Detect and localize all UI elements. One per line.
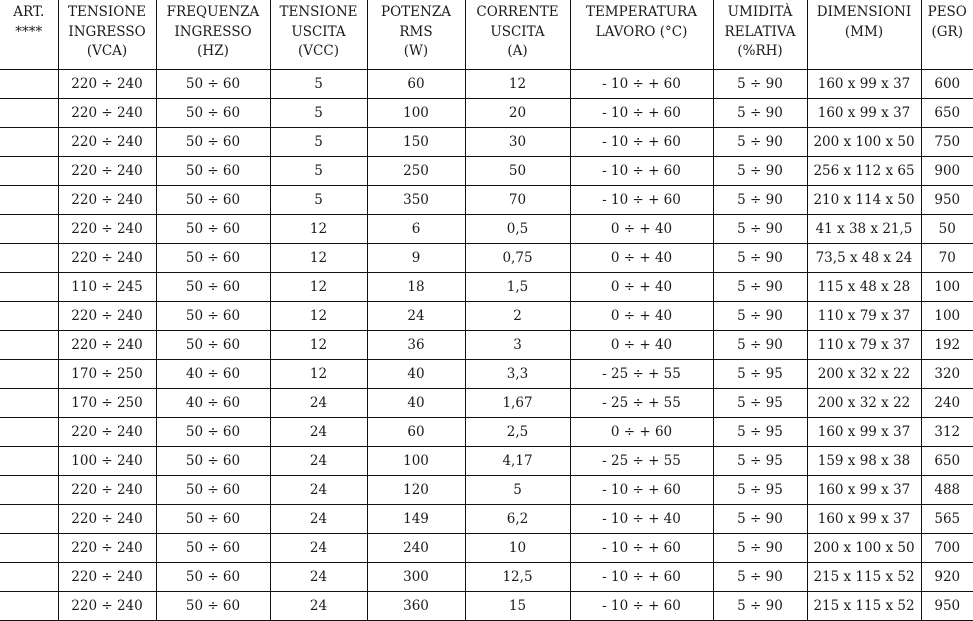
- table-row: [0, 70, 973, 99]
- cell-rms-power: 60: [367, 418, 465, 447]
- header-row: [0, 0, 973, 70]
- header-output-current: CORRENTE USCITA (A): [465, 0, 570, 70]
- cell-output-current: 4,17: [465, 447, 570, 476]
- cell-input-voltage: 170 ÷ 250: [58, 360, 156, 389]
- cell-input-frequency: 50 ÷ 60: [156, 331, 270, 360]
- cell-art: [0, 302, 58, 331]
- cell-art: [0, 389, 58, 418]
- cell-dimensions: 73,5 x 48 x 24: [807, 244, 921, 273]
- cell-input-frequency: 50 ÷ 60: [156, 476, 270, 505]
- cell-output-current: 6,2: [465, 505, 570, 534]
- cell-input-frequency: 50 ÷ 60: [156, 302, 270, 331]
- cell-output-voltage: 12: [270, 360, 367, 389]
- cell-dimensions: 110 x 79 x 37: [807, 331, 921, 360]
- cell-input-voltage: 220 ÷ 240: [58, 128, 156, 157]
- cell-input-frequency: 50 ÷ 60: [156, 70, 270, 99]
- cell-art: [0, 215, 58, 244]
- cell-rms-power: 360: [367, 592, 465, 621]
- cell-art: [0, 505, 58, 534]
- cell-output-voltage: 5: [270, 186, 367, 215]
- cell-operating-temperature: 0 ÷ + 40: [570, 302, 713, 331]
- cell-input-voltage: 220 ÷ 240: [58, 505, 156, 534]
- cell-operating-temperature: - 25 ÷ + 55: [570, 447, 713, 476]
- table-body: [0, 70, 973, 621]
- cell-dimensions: 210 x 114 x 50: [807, 186, 921, 215]
- cell-rms-power: 250: [367, 157, 465, 186]
- cell-input-voltage: 220 ÷ 240: [58, 186, 156, 215]
- table-row: [0, 157, 973, 186]
- cell-operating-temperature: - 10 ÷ + 60: [570, 128, 713, 157]
- cell-output-voltage: 12: [270, 273, 367, 302]
- cell-relative-humidity: 5 ÷ 90: [713, 592, 807, 621]
- cell-dimensions: 200 x 32 x 22: [807, 360, 921, 389]
- cell-input-voltage: 220 ÷ 240: [58, 331, 156, 360]
- cell-weight: 650: [921, 99, 973, 128]
- cell-output-voltage: 5: [270, 128, 367, 157]
- header-input-frequency: FREQUENZA INGRESSO (HZ): [156, 0, 270, 70]
- cell-dimensions: 160 x 99 x 37: [807, 476, 921, 505]
- cell-dimensions: 200 x 32 x 22: [807, 389, 921, 418]
- cell-dimensions: 200 x 100 x 50: [807, 534, 921, 563]
- cell-input-voltage: 100 ÷ 240: [58, 447, 156, 476]
- cell-rms-power: 40: [367, 389, 465, 418]
- cell-weight: 240: [921, 389, 973, 418]
- header-operating-temperature: TEMPERATURA LAVORO (°C): [570, 0, 713, 70]
- cell-relative-humidity: 5 ÷ 90: [713, 563, 807, 592]
- table-row: [0, 99, 973, 128]
- cell-input-voltage: 220 ÷ 240: [58, 99, 156, 128]
- cell-operating-temperature: - 10 ÷ + 60: [570, 534, 713, 563]
- cell-input-voltage: 170 ÷ 250: [58, 389, 156, 418]
- cell-weight: 70: [921, 244, 973, 273]
- cell-relative-humidity: 5 ÷ 90: [713, 302, 807, 331]
- cell-operating-temperature: - 10 ÷ + 60: [570, 476, 713, 505]
- cell-rms-power: 100: [367, 99, 465, 128]
- table-row: [0, 360, 973, 389]
- cell-art: [0, 331, 58, 360]
- header-art: ART. ****: [0, 0, 58, 70]
- cell-dimensions: 41 x 38 x 21,5: [807, 215, 921, 244]
- cell-dimensions: 215 x 115 x 52: [807, 563, 921, 592]
- cell-relative-humidity: 5 ÷ 90: [713, 99, 807, 128]
- table-row: [0, 505, 973, 534]
- cell-input-frequency: 50 ÷ 60: [156, 128, 270, 157]
- cell-dimensions: 215 x 115 x 52: [807, 592, 921, 621]
- cell-relative-humidity: 5 ÷ 95: [713, 476, 807, 505]
- cell-weight: 50: [921, 215, 973, 244]
- cell-art: [0, 534, 58, 563]
- header-rms-power: POTENZA RMS (W): [367, 0, 465, 70]
- cell-input-voltage: 220 ÷ 240: [58, 563, 156, 592]
- cell-art: [0, 99, 58, 128]
- cell-operating-temperature: - 10 ÷ + 60: [570, 186, 713, 215]
- cell-output-voltage: 5: [270, 70, 367, 99]
- cell-operating-temperature: 0 ÷ + 40: [570, 215, 713, 244]
- cell-input-frequency: 50 ÷ 60: [156, 244, 270, 273]
- cell-output-voltage: 24: [270, 592, 367, 621]
- cell-output-voltage: 12: [270, 244, 367, 273]
- cell-relative-humidity: 5 ÷ 95: [713, 418, 807, 447]
- cell-output-voltage: 12: [270, 302, 367, 331]
- cell-output-current: 2: [465, 302, 570, 331]
- cell-relative-humidity: 5 ÷ 90: [713, 128, 807, 157]
- cell-rms-power: 240: [367, 534, 465, 563]
- cell-operating-temperature: - 25 ÷ + 55: [570, 360, 713, 389]
- header-relative-humidity: UMIDITÀ RELATIVA (%RH): [713, 0, 807, 70]
- cell-relative-humidity: 5 ÷ 95: [713, 360, 807, 389]
- cell-dimensions: 160 x 99 x 37: [807, 99, 921, 128]
- cell-art: [0, 563, 58, 592]
- cell-weight: 565: [921, 505, 973, 534]
- cell-output-current: 30: [465, 128, 570, 157]
- cell-relative-humidity: 5 ÷ 90: [713, 534, 807, 563]
- cell-output-current: 10: [465, 534, 570, 563]
- cell-output-current: 12,5: [465, 563, 570, 592]
- table-row: [0, 563, 973, 592]
- cell-dimensions: 160 x 99 x 37: [807, 70, 921, 99]
- cell-output-current: 0,75: [465, 244, 570, 273]
- cell-input-voltage: 110 ÷ 245: [58, 273, 156, 302]
- cell-output-voltage: 24: [270, 418, 367, 447]
- cell-input-frequency: 50 ÷ 60: [156, 563, 270, 592]
- cell-rms-power: 40: [367, 360, 465, 389]
- table-row: [0, 476, 973, 505]
- cell-rms-power: 6: [367, 215, 465, 244]
- header-weight: PESO (GR): [921, 0, 973, 70]
- cell-rms-power: 100: [367, 447, 465, 476]
- cell-weight: 312: [921, 418, 973, 447]
- cell-rms-power: 24: [367, 302, 465, 331]
- cell-operating-temperature: 0 ÷ + 40: [570, 273, 713, 302]
- cell-input-frequency: 40 ÷ 60: [156, 360, 270, 389]
- cell-output-current: 3,3: [465, 360, 570, 389]
- table-row: [0, 128, 973, 157]
- cell-output-voltage: 24: [270, 505, 367, 534]
- cell-input-frequency: 50 ÷ 60: [156, 99, 270, 128]
- cell-operating-temperature: 0 ÷ + 60: [570, 418, 713, 447]
- cell-input-frequency: 50 ÷ 60: [156, 273, 270, 302]
- cell-input-frequency: 50 ÷ 60: [156, 447, 270, 476]
- cell-input-voltage: 220 ÷ 240: [58, 418, 156, 447]
- cell-operating-temperature: - 10 ÷ + 60: [570, 70, 713, 99]
- table-row: [0, 273, 973, 302]
- cell-art: [0, 476, 58, 505]
- cell-weight: 100: [921, 302, 973, 331]
- cell-weight: 920: [921, 563, 973, 592]
- table-row: [0, 389, 973, 418]
- cell-output-voltage: 24: [270, 447, 367, 476]
- cell-input-frequency: 50 ÷ 60: [156, 186, 270, 215]
- table-row: [0, 331, 973, 360]
- cell-output-voltage: 24: [270, 389, 367, 418]
- cell-rms-power: 300: [367, 563, 465, 592]
- cell-weight: 750: [921, 128, 973, 157]
- cell-weight: 700: [921, 534, 973, 563]
- cell-input-voltage: 220 ÷ 240: [58, 476, 156, 505]
- cell-operating-temperature: - 10 ÷ + 60: [570, 563, 713, 592]
- cell-weight: 950: [921, 592, 973, 621]
- cell-input-voltage: 220 ÷ 240: [58, 244, 156, 273]
- cell-input-frequency: 50 ÷ 60: [156, 418, 270, 447]
- cell-art: [0, 418, 58, 447]
- table-row: [0, 244, 973, 273]
- cell-dimensions: 200 x 100 x 50: [807, 128, 921, 157]
- cell-output-current: 50: [465, 157, 570, 186]
- cell-relative-humidity: 5 ÷ 90: [713, 331, 807, 360]
- cell-output-current: 1,67: [465, 389, 570, 418]
- cell-art: [0, 157, 58, 186]
- cell-relative-humidity: 5 ÷ 90: [713, 505, 807, 534]
- cell-weight: 100: [921, 273, 973, 302]
- cell-output-current: 0,5: [465, 215, 570, 244]
- cell-output-current: 20: [465, 99, 570, 128]
- table-row: [0, 592, 973, 621]
- cell-output-voltage: 24: [270, 476, 367, 505]
- cell-rms-power: 18: [367, 273, 465, 302]
- cell-dimensions: 159 x 98 x 38: [807, 447, 921, 476]
- cell-input-frequency: 50 ÷ 60: [156, 534, 270, 563]
- cell-weight: 600: [921, 70, 973, 99]
- cell-output-current: 70: [465, 186, 570, 215]
- cell-art: [0, 186, 58, 215]
- cell-output-current: 3: [465, 331, 570, 360]
- cell-operating-temperature: 0 ÷ + 40: [570, 331, 713, 360]
- cell-operating-temperature: 0 ÷ + 40: [570, 244, 713, 273]
- cell-input-voltage: 220 ÷ 240: [58, 534, 156, 563]
- cell-operating-temperature: - 10 ÷ + 40: [570, 505, 713, 534]
- cell-output-current: 12: [465, 70, 570, 99]
- header-input-voltage: TENSIONE INGRESSO (VCA): [58, 0, 156, 70]
- cell-output-current: 1,5: [465, 273, 570, 302]
- cell-art: [0, 447, 58, 476]
- cell-dimensions: 115 x 48 x 28: [807, 273, 921, 302]
- cell-input-voltage: 220 ÷ 240: [58, 302, 156, 331]
- cell-dimensions: 110 x 79 x 37: [807, 302, 921, 331]
- cell-input-voltage: 220 ÷ 240: [58, 592, 156, 621]
- cell-input-frequency: 50 ÷ 60: [156, 157, 270, 186]
- cell-art: [0, 273, 58, 302]
- cell-input-frequency: 50 ÷ 60: [156, 505, 270, 534]
- cell-output-voltage: 12: [270, 331, 367, 360]
- cell-input-frequency: 40 ÷ 60: [156, 389, 270, 418]
- cell-art: [0, 360, 58, 389]
- cell-weight: 320: [921, 360, 973, 389]
- table-row: [0, 302, 973, 331]
- cell-dimensions: 160 x 99 x 37: [807, 505, 921, 534]
- cell-operating-temperature: - 10 ÷ + 60: [570, 592, 713, 621]
- cell-input-voltage: 220 ÷ 240: [58, 157, 156, 186]
- cell-operating-temperature: - 10 ÷ + 60: [570, 157, 713, 186]
- cell-dimensions: 256 x 112 x 65: [807, 157, 921, 186]
- cell-input-frequency: 50 ÷ 60: [156, 592, 270, 621]
- cell-input-voltage: 220 ÷ 240: [58, 215, 156, 244]
- cell-input-voltage: 220 ÷ 240: [58, 70, 156, 99]
- cell-output-voltage: 5: [270, 99, 367, 128]
- header-output-voltage: TENSIONE USCITA (VCC): [270, 0, 367, 70]
- cell-relative-humidity: 5 ÷ 90: [713, 273, 807, 302]
- cell-output-voltage: 24: [270, 534, 367, 563]
- table-row: [0, 215, 973, 244]
- table-row: [0, 186, 973, 215]
- table-row: [0, 447, 973, 476]
- cell-output-voltage: 12: [270, 215, 367, 244]
- cell-relative-humidity: 5 ÷ 95: [713, 389, 807, 418]
- cell-rms-power: 60: [367, 70, 465, 99]
- cell-rms-power: 350: [367, 186, 465, 215]
- cell-output-voltage: 5: [270, 157, 367, 186]
- cell-art: [0, 128, 58, 157]
- header-dimensions: DIMENSIONI (MM): [807, 0, 921, 70]
- cell-relative-humidity: 5 ÷ 90: [713, 70, 807, 99]
- table-row: [0, 534, 973, 563]
- cell-rms-power: 36: [367, 331, 465, 360]
- cell-relative-humidity: 5 ÷ 90: [713, 244, 807, 273]
- cell-art: [0, 244, 58, 273]
- cell-relative-humidity: 5 ÷ 90: [713, 186, 807, 215]
- cell-output-voltage: 24: [270, 563, 367, 592]
- cell-relative-humidity: 5 ÷ 90: [713, 215, 807, 244]
- cell-weight: 900: [921, 157, 973, 186]
- cell-relative-humidity: 5 ÷ 90: [713, 157, 807, 186]
- cell-rms-power: 150: [367, 128, 465, 157]
- cell-weight: 650: [921, 447, 973, 476]
- cell-art: [0, 592, 58, 621]
- cell-rms-power: 149: [367, 505, 465, 534]
- cell-operating-temperature: - 25 ÷ + 55: [570, 389, 713, 418]
- cell-dimensions: 160 x 99 x 37: [807, 418, 921, 447]
- cell-output-current: 5: [465, 476, 570, 505]
- cell-input-frequency: 50 ÷ 60: [156, 215, 270, 244]
- table-row: [0, 418, 973, 447]
- cell-output-current: 2,5: [465, 418, 570, 447]
- cell-art: [0, 70, 58, 99]
- cell-output-current: 15: [465, 592, 570, 621]
- cell-rms-power: 9: [367, 244, 465, 273]
- cell-weight: 192: [921, 331, 973, 360]
- cell-weight: 488: [921, 476, 973, 505]
- cell-rms-power: 120: [367, 476, 465, 505]
- cell-weight: 950: [921, 186, 973, 215]
- cell-relative-humidity: 5 ÷ 95: [713, 447, 807, 476]
- cell-operating-temperature: - 10 ÷ + 60: [570, 99, 713, 128]
